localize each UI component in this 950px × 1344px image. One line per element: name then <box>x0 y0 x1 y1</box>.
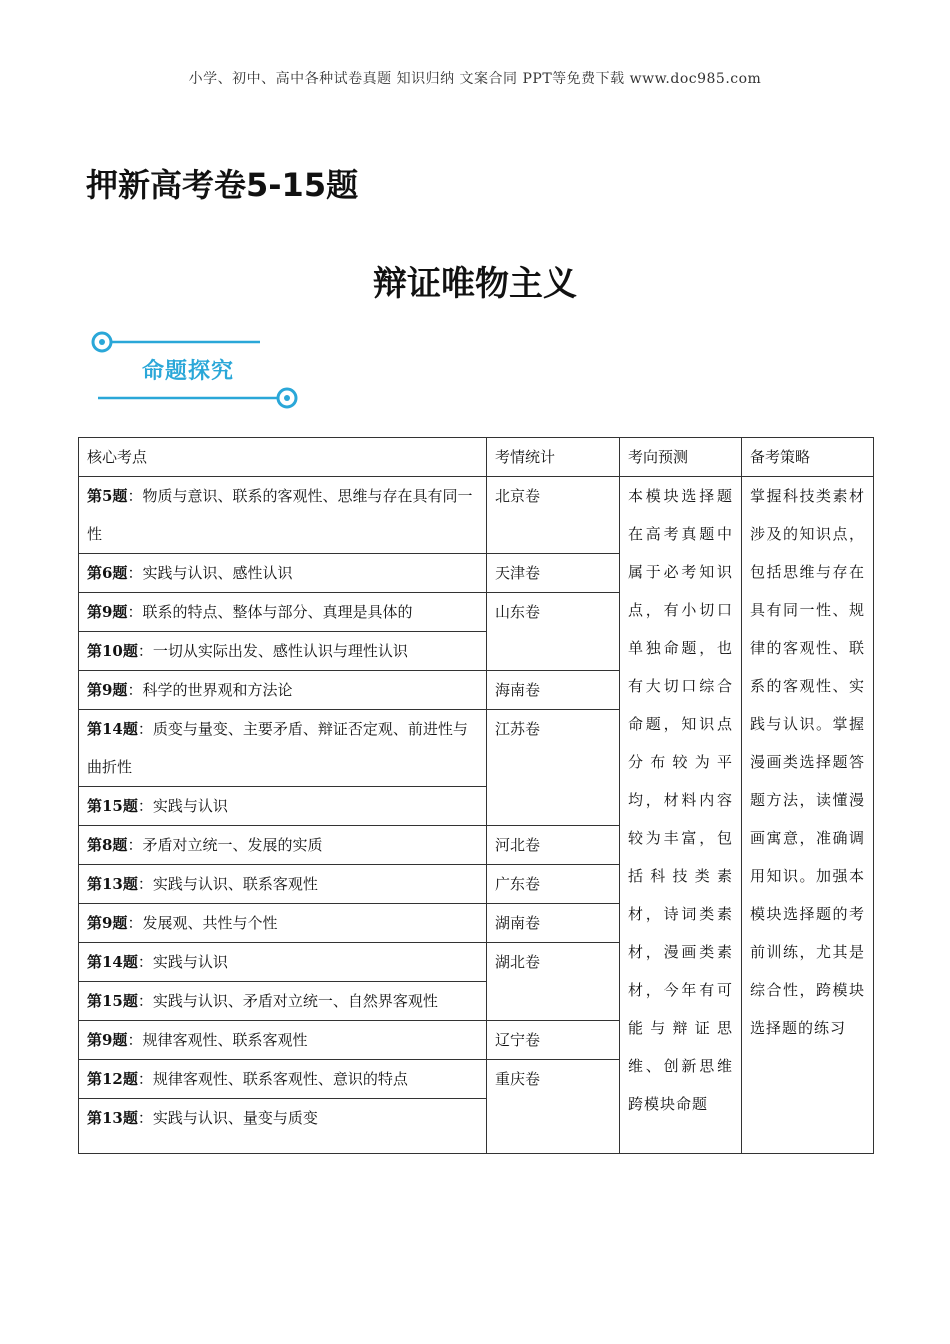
topic-cell: 第6题：实践与认识、感性认识 <box>79 554 487 593</box>
header-core-topics: 核心考点 <box>79 438 487 477</box>
forecast-cell: 本模块选择题在高考真题中属于必考知识点，有小切口单独命题，也有大切口综合命题，知识点分布较为平均，材料内容较为丰富，包括科技类素材，诗词类素材，漫画类素材，今年有可能与辩证思维、创新思维跨模块命题 <box>620 477 742 1154</box>
exam-cell: 山东卷 <box>487 593 620 671</box>
topic-cell: 第10题：一切从实际出发、感性认识与理性认识 <box>79 632 487 671</box>
topic-cell: 第15题：实践与认识、矛盾对立统一、自然界客观性 <box>79 982 487 1021</box>
topic-cell: 第9题：发展观、共性与个性 <box>79 904 487 943</box>
exam-cell: 湖南卷 <box>487 904 620 943</box>
topic-cell: 第9题：联系的特点、整体与部分、真理是具体的 <box>79 593 487 632</box>
topic-cell: 第13题：实践与认识、量变与质变 <box>79 1099 487 1154</box>
topic-cell: 第5题：物质与意识、联系的客观性、思维与存在具有同一性 <box>79 477 487 554</box>
topic-cell: 第9题：规律客观性、联系客观性 <box>79 1021 487 1060</box>
page-header: 小学、初中、高中各种试卷真题 知识归纳 文案合同 PPT等免费下载 www.doc985.com <box>188 71 762 87</box>
exam-cell: 天津卷 <box>487 554 620 593</box>
exam-cell: 河北卷 <box>487 826 620 865</box>
table-row <box>79 477 874 554</box>
section-badge <box>90 326 305 416</box>
section-label: 命题探究 <box>142 359 235 384</box>
topic-cell: 第8题：矛盾对立统一、发展的实质 <box>79 826 487 865</box>
exam-cell: 广东卷 <box>487 865 620 904</box>
page-title: 押新高考卷5-15题 <box>86 166 359 204</box>
exam-cell: 湖北卷 <box>487 943 620 1021</box>
topic-cell: 第12题：规律客观性、联系客观性、意识的特点 <box>79 1060 487 1099</box>
topic-cell: 第13题：实践与认识、联系客观性 <box>79 865 487 904</box>
page-subtitle: 辩证唯物主义 <box>373 264 577 304</box>
topic-cell: 第15题：实践与认识 <box>79 787 487 826</box>
topic-cell: 第9题：科学的世界观和方法论 <box>79 671 487 710</box>
exam-cell: 重庆卷 <box>487 1060 620 1154</box>
exam-cell: 辽宁卷 <box>487 1021 620 1060</box>
header-strategy: 备考策略 <box>742 438 874 477</box>
exam-analysis-table <box>78 437 874 1154</box>
exam-cell: 江苏卷 <box>487 710 620 826</box>
exam-cell: 北京卷 <box>487 477 620 554</box>
exam-cell: 海南卷 <box>487 671 620 710</box>
header-forecast: 考向预测 <box>620 438 742 477</box>
strategy-cell: 掌握科技类素材涉及的知识点，包括思维与存在具有同一性、规律的客观性、联系的客观性、实践与认识。掌握漫画类选择题答题方法，读懂漫画寓意，准确调用知识。加强本模块选择题的考前训练，尤其是综合性，跨模块选择题的练习 <box>742 477 874 1154</box>
topic-cell: 第14题：质变与量变、主要矛盾、辩证否定观、前进性与曲折性 <box>79 710 487 787</box>
header-exam-stats: 考情统计 <box>487 438 620 477</box>
topic-cell: 第14题：实践与认识 <box>79 943 487 982</box>
table-header-row <box>79 438 874 477</box>
